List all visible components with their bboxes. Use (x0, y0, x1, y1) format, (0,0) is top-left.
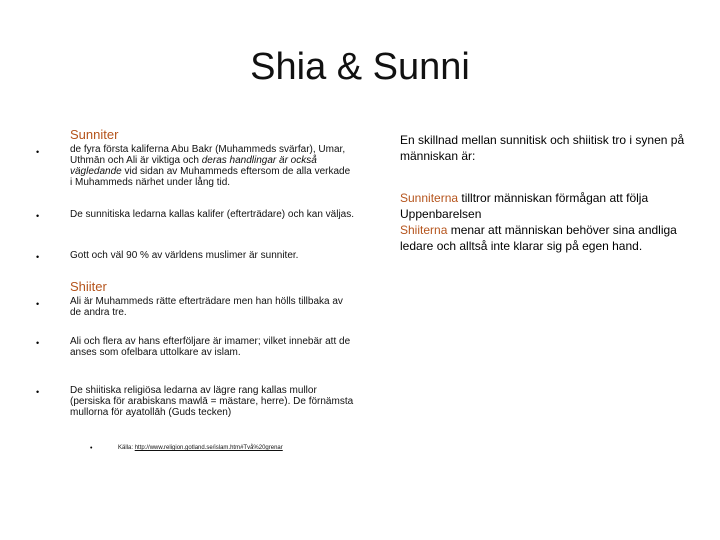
shia-item-3: De shiitiska religiösa ledarna av lägre rang kallas mullor (persiska för arabiskans mawlā = mästare, herre). De förnämsta mullorna för ayatollāh (Guds tecken) (70, 385, 354, 418)
sunni-item-3: Gott och väl 90 % av världens muslimer är sunniter. (70, 250, 299, 261)
sunni-item-1-italic: deras handlingar är också vägledande (70, 155, 317, 177)
sunni-label: Sunniterna (400, 191, 459, 205)
sunni-statement (400, 190, 700, 222)
source-line (118, 445, 283, 451)
slide-title: Shia & Sunni (250, 46, 470, 88)
bullet-1: • (36, 147, 40, 157)
right-body (400, 190, 700, 254)
sunni-item-1-text-a: de fyra första kaliferna Abu Bakr (Muhammeds svärfar), Umar, Uthmān och Ali är viktiga och (70, 144, 346, 166)
shia-heading: Shiiter (70, 279, 107, 294)
bullet-6: • (36, 387, 40, 397)
shia-item-2: Ali och flera av hans efterföljare är imamer; vilket innebär att de anses som ofelbara uttolkare av islam. (70, 336, 351, 358)
shia-statement (400, 222, 700, 254)
bullet-3: • (36, 252, 40, 262)
shia-label: Shiiterna (400, 223, 448, 237)
right-intro: En skillnad mellan sunnitisk och shiitisk tro i synen på människan är: (400, 133, 685, 163)
shia-text: menar att människan behöver sina andliga ledare och alltså inte klarar sig på egen hand. (400, 223, 677, 253)
sunni-item-1 (70, 144, 355, 188)
bullet-4: • (36, 299, 40, 309)
bullet-2: • (36, 211, 40, 221)
bullet-5: • (36, 338, 40, 348)
source-prefix: Källa: (118, 445, 135, 451)
sunni-item-1-text-b: vid sidan av Muhammeds eftersom de alla verkade i Muhammeds närhet under lång tid. (70, 166, 351, 188)
sunni-text: tilltror människan förmågan att följa Uppenbarelsen (400, 191, 649, 221)
source-link[interactable]: http://www.religion.gotland.se/islam.htm#Två%20grenar (134, 445, 283, 451)
sunni-heading: Sunniter (70, 127, 119, 142)
source-bullet: • (90, 445, 93, 452)
shia-item-1: Ali är Muhammeds rätte efterträdare men han hölls tillbaka av de andra tre. (70, 296, 343, 318)
sunni-item-2: De sunnitiska ledarna kallas kalifer (efterträdare) och kan väljas. (70, 209, 355, 220)
